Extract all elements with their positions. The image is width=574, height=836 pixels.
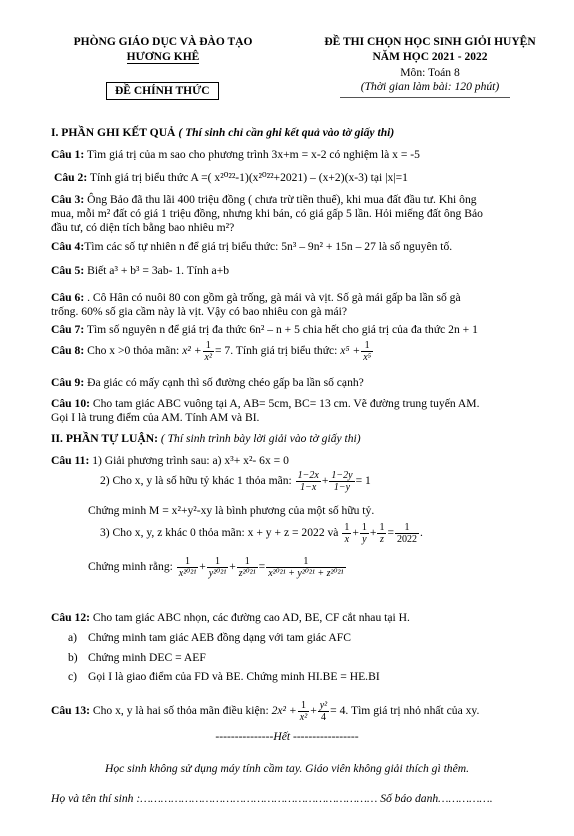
q13-term: 2x² + (271, 704, 297, 718)
candidate-line: Họ và tên thí sinh :…………………………………………………………… Số báo danh……………. (51, 792, 493, 805)
question-6 (51, 291, 556, 319)
q8-frac-num: 1 (203, 340, 214, 352)
q9-text: Đa giác có mấy cạnh thì số đường chéo gấp ba lần số cạnh? (84, 376, 364, 389)
q3-line2: mua, mỗi m² đất có giá 1 triệu đồng, nhưng khi bán, có giá gấp 5 lần. Hỏi miếng đất ông Bảo (51, 207, 483, 220)
q11-p3-plus-1: + (352, 526, 359, 540)
q11-p2-plus: + (321, 474, 329, 488)
question-10 (51, 397, 556, 425)
q13-f1-num: 1 (298, 700, 309, 712)
q7-label: Câu 7: (51, 323, 85, 336)
q8-eq-rhs: = 7 (214, 344, 231, 358)
q7-text: Tìm số nguyên n để giá trị đa thức 6n² – n + 5 chia hết cho giá trị của đa thức 2n + 1 (84, 323, 478, 336)
q12-item-b-marker: b) (68, 651, 78, 664)
q11-p3-prove-label: Chứng minh rằng: (88, 560, 173, 574)
q13-lead: Cho x, y là hai số thỏa mãn điều kiện: (89, 704, 269, 718)
q11-p3-pf-z (237, 556, 258, 579)
q8-mid: . Tính giá trị biểu thức: (230, 344, 338, 358)
q9-label: Câu 9: (51, 376, 85, 389)
q11-p3-pf-x (177, 556, 198, 579)
q8-expr-term: x⁵ + (340, 344, 361, 358)
q11-p2-lead: 2) Cho x, y là số hữu tỷ khác 1 thỏa mãn: (100, 474, 292, 488)
part2-heading: II. PHẦN TỰ LUẬN: (51, 432, 158, 445)
q11-p3-pfy-den: y²⁰²¹ (208, 568, 227, 579)
q2-text: Tính giá trị biểu thức A =( x²⁰²²-1)(x²⁰²²+2021) – (x+2)(x-3) tại |x|=1 (87, 171, 408, 184)
q11-p3-pfz-num: 1 (237, 556, 258, 568)
q11-label: Câu 11: (51, 454, 90, 467)
q11-p3-fy-den: y (362, 534, 367, 545)
question-5 (51, 264, 229, 277)
q11-p3-fz-den: z (380, 534, 384, 545)
subject: Môn: Toán 8 (400, 66, 460, 79)
q5-text: Biết a³ + b³ = 3ab- 1. Tính a+b (84, 264, 230, 277)
q11-p3-pfs-num: 1 (266, 556, 345, 568)
q11-p3-plus-2: + (369, 526, 377, 540)
q6-line1: . Cô Hân có nuôi 80 con gồm gà trống, gà mái và vịt. Số gà mái gấp ba lần số gà (84, 291, 461, 304)
question-1 (51, 148, 420, 161)
q13-label: Câu 13: (51, 704, 90, 718)
q11-p3-pf-y (207, 556, 228, 579)
q11-p3-end: . (420, 526, 423, 540)
q11-p2-rhs: = 1 (355, 474, 371, 488)
q13-tail: . Tìm giá trị nhỏ nhất của xy. (345, 704, 480, 718)
q12-item-b (68, 651, 206, 664)
q11-p3-fr-num: 1 (395, 522, 419, 534)
q11-p3-frac-x (342, 522, 351, 545)
duration: (Thời gian làm bài: 120 phút) (360, 80, 500, 93)
q13-frac-2 (318, 700, 329, 723)
district-name: HƯƠNG KHÊ (126, 51, 200, 63)
q6-line2: trống. 60% số gia cầm này là vịt. Vậy có bao nhiêu con gà mái? (51, 305, 347, 318)
q12-text: Cho tam giác ABC nhọn, các đường cao AD, BE, CF cắt nhau tại H. (89, 611, 410, 624)
question-7 (51, 323, 478, 336)
question-12 (51, 611, 410, 624)
q8-frac2-num: 1 (361, 340, 373, 352)
q12-item-c-marker: c) (68, 670, 78, 683)
q11-p3-fx-num: 1 (344, 522, 350, 533)
question-3 (51, 193, 556, 235)
official-badge: ĐỀ CHÍNH THỨC (106, 82, 219, 100)
exam-title: ĐỀ THI CHỌN HỌC SINH GIỎI HUYỆN (324, 36, 536, 48)
q11-p2-frac2 (329, 470, 354, 493)
q12-item-b-text: Chứng minh DEC = AEF (88, 651, 206, 664)
q13-rhs: = 4 (330, 704, 346, 718)
q11-p2-prove: Chứng minh M = x²+y²-xy là bình phương của một số hữu tỷ. (88, 504, 375, 517)
q11-p2-f1-num: 1−2x (297, 470, 319, 481)
dept-district (58, 51, 268, 63)
end-mark: ---------------Hết ----------------- (215, 730, 359, 743)
q11-p2-frac1 (296, 470, 321, 493)
question-13 (51, 700, 479, 723)
q12-item-c-text: Gọi I là giao điểm của FD và BE. Chứng minh HI.BE = HE.BI (88, 670, 380, 683)
q8-frac-den: x² (204, 352, 212, 363)
q11-p2-f2-num: 1−2y (331, 470, 353, 481)
part1-heading: I. PHẦN GHI KẾT QUẢ (51, 126, 176, 139)
q11-p3-fr-den: 2022 (397, 534, 417, 545)
q8-fraction-2 (361, 340, 373, 363)
q12-item-c (68, 670, 380, 683)
q11-p3-prove (88, 556, 347, 579)
q11-p2-f1-den: 1−x (300, 482, 317, 493)
q3-line1: Ông Bảo đã thu lãi 400 triệu đồng ( chưa trừ tiền thuế), khi mua đất đầu tư. Khi ông (84, 193, 477, 206)
question-9 (51, 376, 364, 389)
q11-p3-pfs-den: x²⁰²¹ + y²⁰²¹ + z²⁰²¹ (268, 568, 344, 579)
q8-eq-term: x² + (182, 344, 202, 358)
q4-label: Câu 4: (51, 240, 85, 253)
q12-item-a-marker: a) (68, 631, 78, 644)
q11-p3-fx-den: x (344, 534, 350, 545)
q11-p3-frac-r (395, 522, 419, 545)
q13-plus: + (310, 704, 317, 718)
q8-frac2-den: x⁵ (363, 352, 372, 363)
part2-note: ( Thí sinh trình bày lời giải vào tờ giấy thi) (157, 432, 361, 445)
header-rule (340, 97, 510, 98)
q8-lead: Cho x >0 thỏa mãn: (84, 344, 180, 358)
q6-label: Câu 6: (51, 291, 85, 304)
q1-label: Câu 1: (51, 148, 85, 161)
q12-label: Câu 12: (51, 611, 90, 624)
q11-p2-f2-den: 1−y (333, 482, 351, 493)
q11-part1: 1) Giải phương trình sau: a) x³+ x²- 6x = 0 (89, 454, 289, 467)
school-year: NĂM HỌC 2021 - 2022 (372, 51, 488, 63)
q11-part2 (100, 470, 371, 493)
q11-p3-frac-y (360, 522, 369, 545)
q11-p3-pfx-num: 1 (177, 556, 198, 568)
q11-p3-pplus-1: + (199, 560, 206, 574)
q8-fraction (203, 340, 214, 363)
q2-label: Câu 2: (54, 171, 88, 184)
q11-part3 (100, 522, 423, 545)
q13-f2-num: y² (319, 700, 328, 711)
question-4 (51, 240, 452, 253)
q11-p3-frac-z (377, 522, 386, 545)
q11-p3-pf-sum (266, 556, 345, 579)
q11-p3-pplus-2: + (229, 560, 236, 574)
q4-text: Tìm các số tự nhiên n để giá trị biểu thức: 5n³ – 9n² + 15n – 27 là số nguyên tố. (84, 240, 453, 253)
q11-p3-pfy-num: 1 (207, 556, 228, 568)
part1-heading-row (51, 126, 394, 139)
q12-item-a (68, 631, 351, 644)
q13-f2-den: 4 (320, 712, 326, 723)
question-8 (51, 340, 374, 363)
q10-label: Câu 10: (51, 397, 90, 410)
q11-p3-pfz-den: z²⁰²¹ (238, 568, 256, 579)
q11-p3-fz-num: 1 (379, 522, 385, 533)
q5-label: Câu 5: (51, 264, 85, 277)
q13-f1-den: x² (299, 712, 308, 723)
dept-name: PHÒNG GIÁO DỤC VÀ ĐÀO TẠO (73, 36, 253, 48)
q8-label: Câu 8: (51, 344, 85, 358)
q3-label: Câu 3: (51, 193, 85, 206)
q1-text: Tìm giá trị của m sao cho phương trình 3x+m = x-2 có nghiệm là x = -5 (84, 148, 420, 161)
q11-p3-pfx-den: x²⁰²¹ (178, 568, 197, 579)
q13-frac-1 (298, 700, 309, 723)
footer-note: Học sinh không sử dụng máy tính cầm tay. Giáo viên không giải thích gì thêm. (104, 762, 470, 775)
q11-p3-lead: 3) Cho x, y, z khác 0 thỏa mãn: x + y + z = 2022 và (100, 526, 339, 540)
q11-p3-peq: = (258, 560, 266, 574)
q12-item-a-text: Chứng minh tam giác AEB đồng dạng với tam giác AFC (88, 631, 351, 644)
q10-line2: Gọi I là trung điểm của AM. Tính AM và BI. (51, 411, 260, 424)
q11-p3-fy-num: 1 (361, 522, 367, 533)
q11-p3-eq: = (387, 526, 394, 540)
part2-heading-row (51, 432, 361, 445)
question-11 (51, 454, 289, 467)
q10-line1: Cho tam giác ABC vuông tại A, AB= 5cm, BC= 13 cm. Vẽ đường trung tuyến AM. (89, 397, 480, 410)
q3-line3: đầu tư, có diện tích bằng bao nhiêu m²? (51, 221, 235, 234)
question-2 (54, 170, 408, 184)
part1-note: ( Thí sinh chỉ cần ghi kết quả vào tờ giấy thi) (175, 126, 395, 139)
